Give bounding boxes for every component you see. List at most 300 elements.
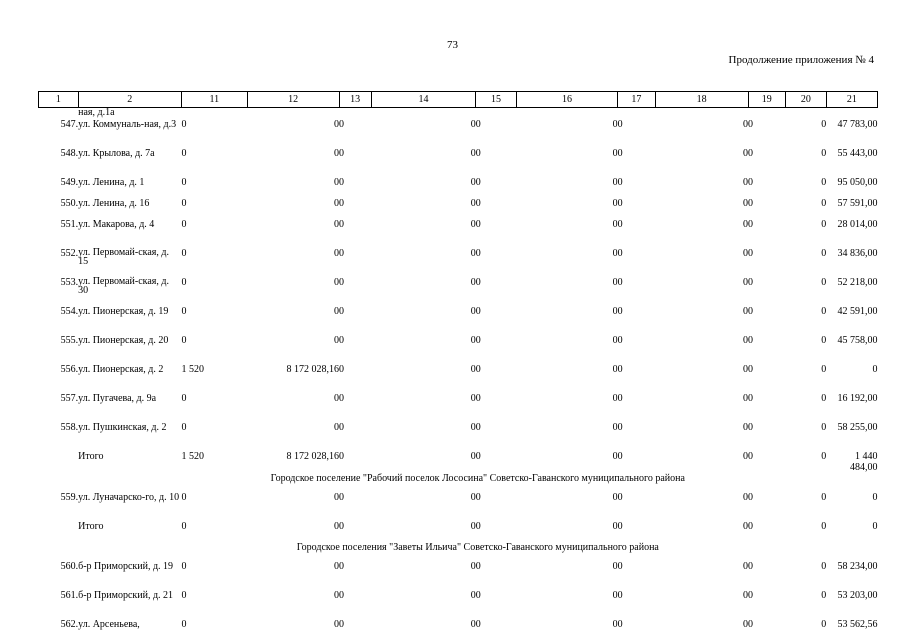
row-number: 555. (60, 335, 79, 346)
address-cell (78, 422, 181, 451)
value-cell-c19: 0 (748, 393, 754, 404)
address-cell (78, 492, 181, 521)
value-cell-c16: 0 (612, 248, 618, 259)
address-text: Итого (78, 451, 104, 462)
value-cell-c21: 0 (872, 521, 878, 532)
table-row (39, 619, 878, 640)
value-cell-c12: 0 (334, 561, 339, 572)
value-cell-c19: 0 (748, 561, 754, 572)
value-cell-c14: 0 (470, 619, 476, 630)
value-cell-c19: 0 (748, 219, 754, 230)
value-cell-c11: 0 (181, 306, 187, 317)
value-cell-c21: 28 014,00 (837, 219, 878, 230)
row-number: 557. (60, 393, 79, 404)
value-cell-c18: 0 (743, 590, 749, 601)
row-number: 549. (60, 177, 79, 188)
column-header-12: 12 (247, 92, 339, 108)
value-cell-c17: 0 (617, 422, 623, 433)
value-cell-c18: 0 (743, 364, 749, 375)
value-cell-c13: 0 (339, 277, 344, 288)
value-cell-c20: 0 (821, 198, 827, 209)
row-number: 556. (60, 364, 79, 375)
value-cell-c11: 0 (181, 198, 187, 209)
value-cell-c13: 0 (339, 590, 344, 601)
value-cell-c16: 0 (612, 177, 618, 188)
empty-cell (181, 108, 247, 120)
column-header-20: 20 (786, 92, 827, 108)
value-cell-c12: 0 (334, 393, 339, 404)
address-cell (78, 393, 181, 422)
address-cell (78, 364, 181, 393)
value-cell-c12: 0 (334, 492, 339, 503)
value-cell-c17: 0 (617, 590, 623, 601)
value-cell-c17: 0 (617, 521, 623, 532)
row-number: 561. (60, 590, 79, 601)
value-cell-c11: 0 (181, 119, 187, 130)
value-cell-c14: 0 (470, 451, 476, 462)
column-header-17: 17 (618, 92, 656, 108)
address-text: ул. Пушкинская, д. 2 (78, 422, 167, 433)
address-text: ул. Макарова, д. 4 (78, 219, 155, 230)
value-cell-c12: 0 (334, 335, 339, 346)
value-cell-c21: 58 255,00 (837, 422, 878, 433)
column-header-1: 1 (39, 92, 79, 108)
value-cell-c20: 0 (821, 306, 827, 317)
value-cell-c18: 0 (743, 119, 749, 130)
empty-cell (618, 108, 656, 120)
value-cell-c18: 0 (743, 451, 749, 462)
table-row (39, 248, 878, 277)
value-cell-c20: 0 (821, 561, 827, 572)
value-cell-c14: 0 (470, 198, 476, 209)
empty-cell (39, 473, 79, 492)
value-cell-c12: 8 172 028,16 (286, 364, 339, 375)
value-cell-c15: 0 (475, 364, 481, 375)
address-cell (78, 248, 181, 277)
value-cell-c19: 0 (748, 590, 754, 601)
value-cell-c16: 0 (612, 492, 618, 503)
value-cell-c12: 0 (334, 306, 339, 317)
value-cell-c21: 95 050,00 (837, 177, 878, 188)
value-cell-c11: 0 (181, 219, 187, 230)
address-cell (78, 148, 181, 177)
value-cell-c19: 0 (748, 148, 754, 159)
table-row (39, 521, 878, 542)
value-cell-c18: 0 (743, 306, 749, 317)
value-cell-c18: 0 (743, 561, 749, 572)
address-text: ул. Ленина, д. 1 (78, 177, 145, 188)
value-cell-c14: 0 (470, 561, 476, 572)
value-cell-c14: 0 (470, 306, 476, 317)
empty-cell (516, 108, 617, 120)
data-table (38, 91, 878, 640)
value-cell-c17: 0 (617, 561, 623, 572)
address-cell (78, 619, 181, 640)
table-row (39, 335, 878, 364)
value-cell-c13: 0 (339, 521, 344, 532)
value-cell-c13: 0 (339, 561, 344, 572)
empty-cell (748, 108, 786, 120)
value-cell-c21: 0 (872, 492, 878, 503)
value-cell-c21: 0 (872, 364, 878, 375)
column-header-19: 19 (748, 92, 786, 108)
address-text: ул. Крылова, д. 7а (78, 148, 155, 159)
row-number: 558. (60, 422, 79, 433)
value-cell-c19: 0 (748, 521, 754, 532)
value-cell-c20: 0 (821, 148, 827, 159)
address-cell (78, 521, 181, 542)
value-cell-c12: 0 (334, 198, 339, 209)
value-cell-c19: 0 (748, 119, 754, 130)
value-cell-c19: 0 (748, 492, 754, 503)
value-cell-c19: 0 (748, 619, 754, 630)
value-cell-c13: 0 (339, 492, 344, 503)
row-number: 553. (60, 277, 79, 288)
section-heading: Городское поселение "Рабочий поселок Лососина" Советско-Гаванского муниципального района (270, 473, 685, 484)
value-cell-c18: 0 (743, 492, 749, 503)
value-cell-c17: 0 (617, 306, 623, 317)
appendix-continuation: Продолжение приложения № 4 (728, 54, 874, 66)
table-row (39, 306, 878, 335)
column-header-11: 11 (181, 92, 247, 108)
value-cell-c14: 0 (470, 248, 476, 259)
address-text: ул. Луначарско-го, д. 10 (78, 492, 180, 503)
value-cell-c13: 0 (339, 619, 344, 630)
table-row (39, 198, 878, 219)
value-cell-c15: 0 (475, 590, 481, 601)
value-cell-c21: 47 783,00 (837, 119, 878, 130)
value-cell-c15: 0 (475, 619, 481, 630)
value-cell-c18: 0 (743, 248, 749, 259)
value-cell-c15: 0 (475, 277, 481, 288)
value-cell-c13: 0 (339, 451, 344, 462)
value-cell-c15: 0 (475, 306, 481, 317)
value-cell-c21: 16 192,00 (837, 393, 878, 404)
value-cell-c14: 0 (470, 277, 476, 288)
value-cell-c16: 0 (612, 393, 618, 404)
value-cell-c21: 57 591,00 (837, 198, 878, 209)
row-number: 554. (60, 306, 79, 317)
value-cell-c19: 0 (748, 177, 754, 188)
value-cell-c20: 0 (821, 177, 827, 188)
address-cell (78, 335, 181, 364)
value-cell-c18: 0 (743, 219, 749, 230)
address-cell (78, 177, 181, 198)
value-cell-c20: 0 (821, 393, 827, 404)
row-number: 551. (60, 219, 79, 230)
value-cell-c17: 0 (617, 451, 623, 462)
value-cell-c16: 0 (612, 364, 618, 375)
table-row (39, 422, 878, 451)
value-cell-c18: 0 (743, 177, 749, 188)
value-cell-c11: 0 (181, 422, 187, 433)
value-cell-c14: 0 (470, 393, 476, 404)
value-cell-c15: 0 (475, 148, 481, 159)
table-row (39, 561, 878, 590)
address-cell (78, 119, 181, 148)
value-cell-c13: 0 (339, 177, 344, 188)
value-cell-c11: 0 (181, 277, 187, 288)
value-cell-c15: 0 (475, 393, 481, 404)
empty-cell (39, 542, 79, 561)
column-header-14: 14 (371, 92, 475, 108)
value-cell-c14: 0 (470, 422, 476, 433)
value-cell-c12: 0 (334, 277, 339, 288)
value-cell-c16: 0 (612, 148, 618, 159)
value-cell-c21: 53 203,00 (837, 590, 878, 601)
value-cell-c21: 52 218,00 (837, 277, 878, 288)
value-cell-c19: 0 (748, 422, 754, 433)
table-row (39, 177, 878, 198)
address-text: ул. Первомай-ская, д. 15 (78, 247, 169, 267)
section-heading: Городское поселения "Заветы Ильича" Советско-Гаванского муниципального района (296, 542, 659, 553)
table-header (39, 92, 878, 108)
table-row (39, 492, 878, 521)
row-number: 552. (60, 248, 79, 259)
value-cell-c17: 0 (617, 119, 623, 130)
value-cell-c20: 0 (821, 364, 827, 375)
value-cell-c15: 0 (475, 119, 481, 130)
value-cell-c17: 0 (617, 393, 623, 404)
value-cell-c18: 0 (743, 393, 749, 404)
value-cell-c16: 0 (612, 306, 618, 317)
section-heading-row (39, 473, 878, 492)
empty-cell (655, 108, 748, 120)
value-cell-c17: 0 (617, 277, 623, 288)
empty-cell (339, 108, 371, 120)
address-text: ул. Ленина, д. 16 (78, 198, 150, 209)
value-cell-c17: 0 (617, 335, 623, 346)
address-text: б-р Приморский, д. 21 (78, 590, 174, 601)
value-cell-c11: 0 (181, 561, 187, 572)
value-cell-c20: 0 (821, 422, 827, 433)
value-cell-c16: 0 (612, 521, 618, 532)
address-text: ул. Коммуналь-ная, д.3 (78, 119, 177, 130)
address-cell (78, 451, 181, 473)
value-cell-c14: 0 (470, 590, 476, 601)
value-cell-c19: 0 (748, 277, 754, 288)
value-cell-c20: 0 (821, 590, 827, 601)
value-cell-c15: 0 (475, 335, 481, 346)
value-cell-c21: 42 591,00 (837, 306, 878, 317)
value-cell-c18: 0 (743, 198, 749, 209)
empty-cell (826, 108, 877, 120)
table-row (39, 277, 878, 306)
value-cell-c19: 0 (748, 335, 754, 346)
value-cell-c14: 0 (470, 335, 476, 346)
page-number: 73 (447, 39, 458, 51)
address-text: ул. Арсеньева, (78, 619, 140, 630)
value-cell-c11: 1 520 (181, 364, 204, 375)
empty-cell (786, 108, 827, 120)
address-text: ул. Пионерская, д. 19 (78, 306, 169, 317)
value-cell-c12: 0 (334, 248, 339, 259)
value-cell-c20: 0 (821, 277, 827, 288)
value-cell-c13: 0 (339, 248, 344, 259)
value-cell-c17: 0 (617, 364, 623, 375)
column-header-18: 18 (655, 92, 748, 108)
address-cell (78, 306, 181, 335)
value-cell-c14: 0 (470, 219, 476, 230)
value-cell-c15: 0 (475, 521, 481, 532)
address-text: ул. Пионерская, д. 20 (78, 335, 169, 346)
value-cell-c20: 0 (821, 492, 827, 503)
value-cell-c16: 0 (612, 219, 618, 230)
value-cell-c13: 0 (339, 219, 344, 230)
value-cell-c20: 0 (821, 219, 827, 230)
value-cell-c12: 0 (334, 119, 339, 130)
table-row (39, 393, 878, 422)
carryover-row (39, 108, 878, 120)
value-cell-c11: 0 (181, 335, 187, 346)
value-cell-c16: 0 (612, 335, 618, 346)
value-cell-c11: 0 (181, 619, 187, 630)
row-number: 550. (60, 198, 79, 209)
value-cell-c21: 58 234,00 (837, 561, 878, 572)
address-text: б-р Приморский, д. 19 (78, 561, 174, 572)
table-row (39, 219, 878, 248)
value-cell-c17: 0 (617, 492, 623, 503)
row-number: 547. (60, 119, 79, 130)
value-cell-c18: 0 (743, 422, 749, 433)
value-cell-c18: 0 (743, 521, 749, 532)
column-header-2: 2 (78, 92, 181, 108)
value-cell-c12: 0 (334, 422, 339, 433)
value-cell-c16: 0 (612, 277, 618, 288)
table-row (39, 148, 878, 177)
empty-cell (39, 108, 79, 120)
value-cell-c13: 0 (339, 119, 344, 130)
value-cell-c16: 0 (612, 198, 618, 209)
value-cell-c16: 0 (612, 619, 618, 630)
value-cell-c21: 53 562,56 (837, 619, 878, 630)
value-cell-c13: 0 (339, 364, 344, 375)
value-cell-c21: 55 443,00 (837, 148, 878, 159)
value-cell-c11: 0 (181, 590, 187, 601)
value-cell-c14: 0 (470, 521, 476, 532)
address-text: ул. Пугачева, д. 9а (78, 393, 157, 404)
value-cell-c18: 0 (743, 619, 749, 630)
value-cell-c20: 0 (821, 451, 827, 462)
column-header-16: 16 (516, 92, 617, 108)
value-cell-c15: 0 (475, 198, 481, 209)
value-cell-c14: 0 (470, 119, 476, 130)
value-cell-c14: 0 (470, 364, 476, 375)
row-number: 562. (60, 619, 79, 630)
value-cell-c19: 0 (748, 364, 754, 375)
value-cell-c16: 0 (612, 422, 618, 433)
value-cell-c19: 0 (748, 198, 754, 209)
address-cell (78, 198, 181, 219)
value-cell-c11: 1 520 (181, 451, 204, 462)
empty-cell (476, 108, 517, 120)
address-text: ул. Первомай-ская, д. 30 (78, 276, 169, 296)
row-number: 559. (60, 492, 79, 503)
value-cell-c11: 0 (181, 521, 187, 532)
value-cell-c13: 0 (339, 306, 344, 317)
value-cell-c19: 0 (748, 451, 754, 462)
value-cell-c12: 8 172 028,16 (286, 451, 339, 462)
address-cell (78, 219, 181, 248)
address-cell (78, 277, 181, 306)
value-cell-c20: 0 (821, 619, 827, 630)
row-number: 560. (60, 561, 79, 572)
value-cell-c17: 0 (617, 619, 623, 630)
value-cell-c18: 0 (743, 277, 749, 288)
value-cell-c20: 0 (821, 521, 827, 532)
value-cell-c21: 45 758,00 (837, 335, 878, 346)
column-header-13: 13 (339, 92, 371, 108)
value-cell-c15: 0 (475, 451, 481, 462)
value-cell-c16: 0 (612, 451, 618, 462)
value-cell-c12: 0 (334, 177, 339, 188)
value-cell-c13: 0 (339, 335, 344, 346)
value-cell-c17: 0 (617, 148, 623, 159)
value-cell-c11: 0 (181, 148, 187, 159)
carryover-text: ная, д.1а (78, 107, 115, 118)
value-cell-c19: 0 (748, 248, 754, 259)
value-cell-c14: 0 (470, 177, 476, 188)
value-cell-c14: 0 (470, 148, 476, 159)
value-cell-c16: 0 (612, 561, 618, 572)
value-cell-c19: 0 (748, 306, 754, 317)
value-cell-c13: 0 (339, 393, 344, 404)
row-number (39, 521, 79, 542)
value-cell-c14: 0 (470, 492, 476, 503)
table-row (39, 451, 878, 473)
value-cell-c12: 0 (334, 619, 339, 630)
value-cell-c11: 0 (181, 492, 187, 503)
row-number: 548. (60, 148, 79, 159)
value-cell-c12: 0 (334, 590, 339, 601)
table-row (39, 590, 878, 619)
table-row (39, 364, 878, 393)
value-cell-c11: 0 (181, 177, 187, 188)
row-number (39, 451, 79, 473)
value-cell-c13: 0 (339, 198, 344, 209)
address-text: Итого (78, 521, 104, 532)
value-cell-c15: 0 (475, 422, 481, 433)
value-cell-c21: 1 440 484,00 (850, 451, 878, 473)
empty-cell (371, 108, 475, 120)
value-cell-c12: 0 (334, 521, 339, 532)
value-cell-c17: 0 (617, 198, 623, 209)
address-cell (78, 561, 181, 590)
value-cell-c15: 0 (475, 177, 481, 188)
value-cell-c17: 0 (617, 177, 623, 188)
value-cell-c13: 0 (339, 148, 344, 159)
section-heading-row (39, 542, 878, 561)
value-cell-c15: 0 (475, 248, 481, 259)
value-cell-c18: 0 (743, 148, 749, 159)
value-cell-c16: 0 (612, 590, 618, 601)
value-cell-c15: 0 (475, 219, 481, 230)
table-row (39, 119, 878, 148)
value-cell-c18: 0 (743, 335, 749, 346)
value-cell-c13: 0 (339, 422, 344, 433)
value-cell-c21: 34 836,00 (837, 248, 878, 259)
value-cell-c11: 0 (181, 248, 187, 259)
empty-cell (247, 108, 339, 120)
value-cell-c17: 0 (617, 248, 623, 259)
value-cell-c11: 0 (181, 393, 187, 404)
value-cell-c15: 0 (475, 561, 481, 572)
value-cell-c15: 0 (475, 492, 481, 503)
value-cell-c20: 0 (821, 248, 827, 259)
value-cell-c20: 0 (821, 119, 827, 130)
value-cell-c16: 0 (612, 119, 618, 130)
address-text: ул. Пионерская, д. 2 (78, 364, 164, 375)
